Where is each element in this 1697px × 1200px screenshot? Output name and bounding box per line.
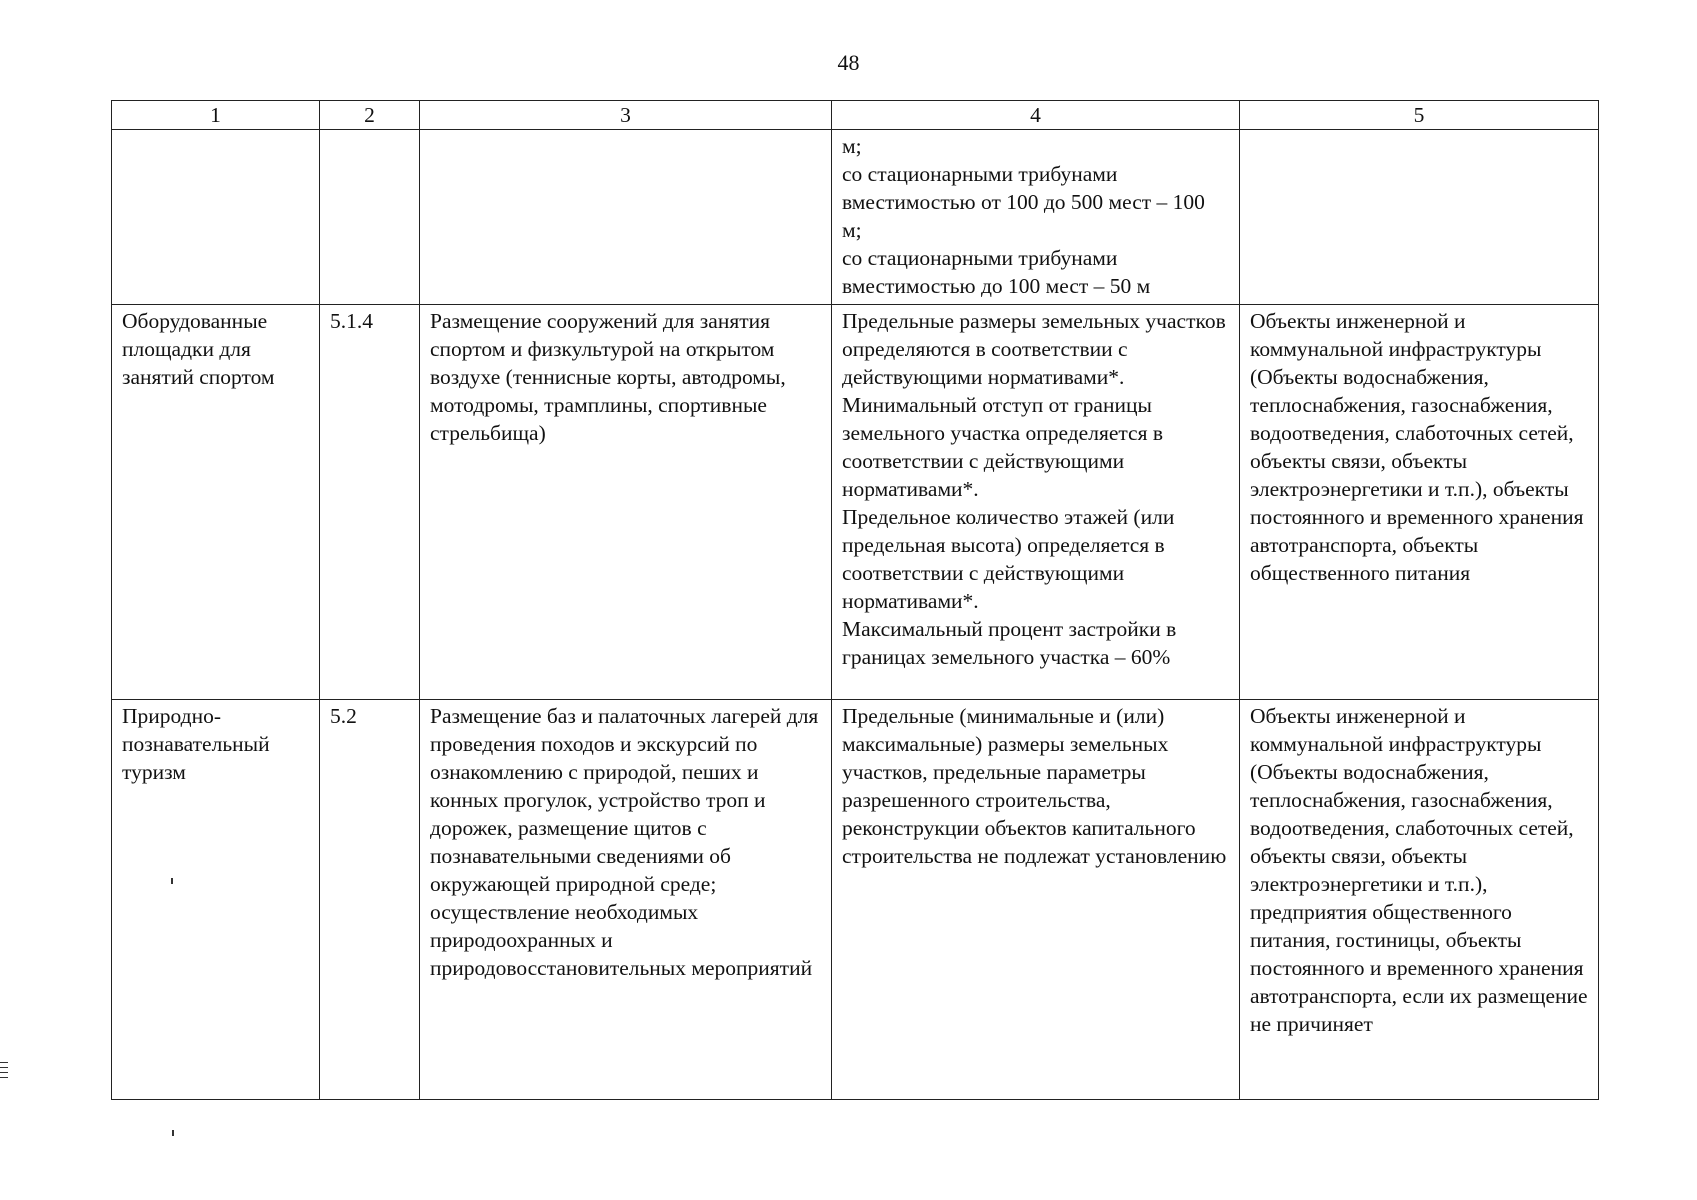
- header-row: [112, 101, 1599, 130]
- zoning-table: [111, 100, 1599, 1100]
- column-header-1: 1: [112, 101, 320, 130]
- scan-edge-marks: [0, 1062, 8, 1102]
- scan-speck: [171, 878, 173, 884]
- cell-code: 5.2: [320, 700, 420, 1100]
- cell-description: Размещение баз и палаточных лагерей для проведения походов и экскурсий по ознакомлению с природой, пеших и конных прогулок, устройство троп и дорожек, размещение щитов с познавательными сведениями об окружающей природной среде; осуществление необходимых природоохранных и природовосстановительных мероприятий: [420, 700, 832, 1100]
- scan-speck: [172, 1130, 174, 1136]
- column-header-4: 4: [832, 101, 1240, 130]
- cell-auxiliary: Объекты инженерной и коммунальной инфраструктуры (Объекты водоснабжения, теплоснабжения, газоснабжения, водоотведения, слаботочных сетей, объекты связи, объекты электроэнергетики и т.п.), объекты постоянного и временного хранения автотранспорта, объекты общественного питания: [1240, 305, 1599, 700]
- cell-auxiliary: Объекты инженерной и коммунальной инфраструктуры (Объекты водоснабжения, теплоснабжения, газоснабжения, водоотведения, слаботочных сетей, объекты связи, объекты электроэнергетики и т.п.), предприятия общественного питания, гостиницы, объекты постоянного и временного хранения автотранспорта, если их размещение не причиняет: [1240, 700, 1599, 1100]
- cell-code: 5.1.4: [320, 305, 420, 700]
- scan-mark: [0, 1072, 8, 1073]
- table-row: [112, 305, 1599, 700]
- column-header-3: 3: [420, 101, 832, 130]
- table-row-continuation: [112, 130, 1599, 305]
- cell-parameters: м; со стационарными трибунами вместимостью от 100 до 500 мест – 100 м; со стационарными трибунами вместимостью до 100 мест – 50 м: [832, 130, 1240, 305]
- column-header-5: 5: [1240, 101, 1599, 130]
- scan-mark: [0, 1067, 8, 1068]
- scan-mark: [0, 1062, 8, 1063]
- cell-name: Природно-познавательный туризм: [112, 700, 320, 1100]
- page-number: 48: [837, 50, 860, 75]
- cell-code: [320, 130, 420, 305]
- cell-parameters: Предельные размеры земельных участков определяются в соответствии с действующими нормативами*. Минимальный отступ от границы земельного участка определяется в соответствии с действующими нормативами*. Предельное количество этажей (или предельная высота) определяется в соответствии с действующими нормативами*. Максимальный процент застройки в границах земельного участка – 60%: [832, 305, 1240, 700]
- cell-parameters: Предельные (минимальные и (или) максимальные) размеры земельных участков, предельные параметры разрешенного строительства, реконструкции объектов капитального строительства не подлежат установлению: [832, 700, 1240, 1100]
- cell-name: [112, 130, 320, 305]
- column-header-2: 2: [320, 101, 420, 130]
- cell-description: [420, 130, 832, 305]
- scan-mark: [0, 1077, 8, 1078]
- cell-name: Оборудованные площадки для занятий спортом: [112, 305, 320, 700]
- cell-description: Размещение сооружений для занятия спортом и физкультурой на открытом воздухе (теннисные корты, автодромы, мотодромы, трамплины, спортивные стрельбища): [420, 305, 832, 700]
- cell-auxiliary: [1240, 130, 1599, 305]
- table-row: [112, 700, 1599, 1100]
